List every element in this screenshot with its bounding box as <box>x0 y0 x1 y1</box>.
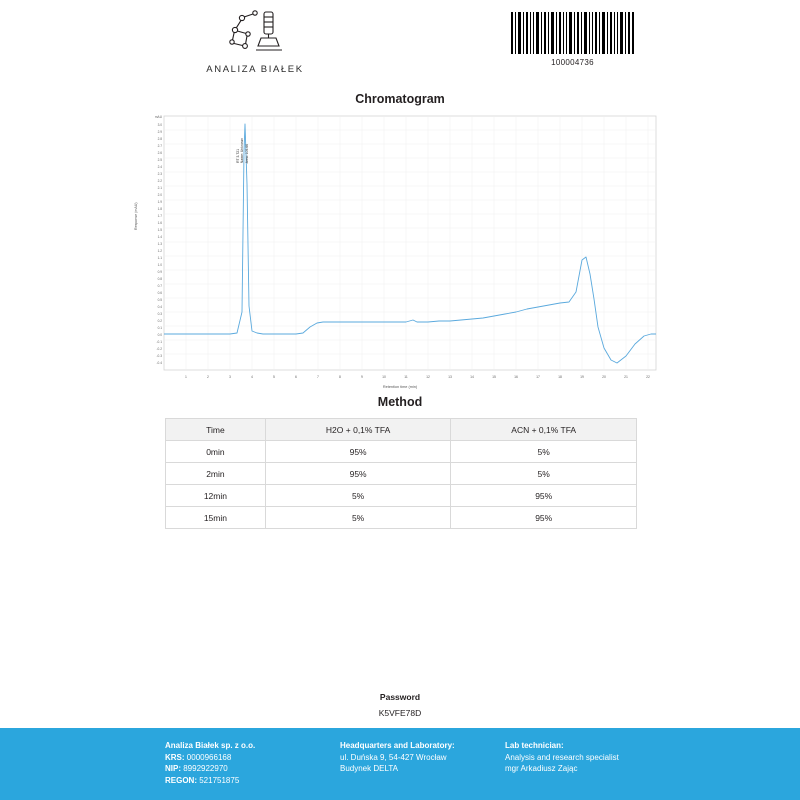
svg-text:12: 12 <box>426 375 430 379</box>
footer-nip-label: NIP: <box>165 764 181 774</box>
svg-text:19: 19 <box>580 375 584 379</box>
svg-text:-0.3: -0.3 <box>156 354 162 358</box>
cell-time: 12min <box>166 485 266 507</box>
svg-text:1.1: 1.1 <box>157 256 162 260</box>
cell-acn: 5% <box>451 463 637 485</box>
method-title: Method <box>377 395 423 409</box>
svg-text:2: 2 <box>207 375 209 379</box>
svg-text:0.8: 0.8 <box>157 277 162 281</box>
svg-text:7: 7 <box>317 375 319 379</box>
svg-text:10: 10 <box>382 375 386 379</box>
molecule-microscope-icon <box>220 8 290 60</box>
svg-text:2.4: 2.4 <box>157 165 162 169</box>
svg-text:2.3: 2.3 <box>157 172 162 176</box>
svg-text:2.1: 2.1 <box>157 186 162 190</box>
column-header-acn: ACN + 0,1% TFA <box>451 419 637 441</box>
svg-text:8: 8 <box>339 375 341 379</box>
svg-text:0.3: 0.3 <box>157 312 162 316</box>
svg-text:16: 16 <box>514 375 518 379</box>
svg-text:2.8: 2.8 <box>157 137 162 141</box>
barcode-icon <box>510 12 635 54</box>
footer-technician-line1: Analysis and research specialist <box>505 752 619 762</box>
svg-text:2.2: 2.2 <box>157 179 162 183</box>
footer-company-name: Analiza Białek sp. z o.o. <box>165 741 256 750</box>
svg-text:1.6: 1.6 <box>157 221 162 225</box>
table-row <box>166 507 637 529</box>
svg-text:0.1: 0.1 <box>157 326 162 330</box>
svg-text:0.9: 0.9 <box>157 270 162 274</box>
svg-text:0.5: 0.5 <box>157 298 162 302</box>
peak-annotation-group <box>237 138 250 164</box>
cell-h2o: 5% <box>265 507 451 529</box>
table-row <box>166 485 637 507</box>
svg-text:1.5: 1.5 <box>157 228 162 232</box>
table-header-row <box>166 419 637 441</box>
svg-text:14: 14 <box>470 375 474 379</box>
svg-text:1.9: 1.9 <box>157 200 162 204</box>
column-header-h2o: H2O + 0,1% TFA <box>265 419 451 441</box>
cell-h2o: 5% <box>265 485 451 507</box>
chromatogram-title: Chromatogram <box>355 92 445 106</box>
svg-text:1.8: 1.8 <box>157 207 162 211</box>
svg-text:mAU: mAU <box>154 115 162 119</box>
column-header-time: Time <box>166 419 266 441</box>
password-block <box>0 692 800 718</box>
svg-text:2.5: 2.5 <box>157 158 162 162</box>
footer-nip-value: 8992922970 <box>183 764 228 774</box>
svg-text:6: 6 <box>295 375 297 379</box>
cell-time: 0min <box>166 441 266 463</box>
svg-text:2.9: 2.9 <box>157 130 162 134</box>
svg-text:-0.1: -0.1 <box>156 340 162 344</box>
cell-h2o: 95% <box>265 441 451 463</box>
footer-hq-line1: ul. Duńska 9, 54-427 Wrocław <box>340 752 447 762</box>
peak-annotation-area: Area: 105.66 <box>244 143 249 164</box>
svg-text:13: 13 <box>448 375 452 379</box>
password-label: Password <box>379 692 421 702</box>
svg-text:2.0: 2.0 <box>157 193 162 197</box>
footer-company-block <box>165 740 340 786</box>
chromatogram-chart <box>134 112 660 389</box>
svg-text:5: 5 <box>273 375 275 379</box>
footer-hq-block <box>340 740 505 786</box>
svg-text:2.7: 2.7 <box>157 144 162 148</box>
chart-y-axis-label: Response (mAU) <box>134 202 138 230</box>
page-footer <box>0 728 800 800</box>
barcode-number: 100004736 <box>551 58 594 67</box>
cell-time: 15min <box>166 507 266 529</box>
footer-technician-block <box>505 740 675 786</box>
svg-text:4: 4 <box>251 375 253 379</box>
svg-text:22: 22 <box>646 375 650 379</box>
footer-regon-value: 521751875 <box>199 775 240 785</box>
password-value: K5VFE78D <box>378 708 422 718</box>
chart-x-axis-label: Retention time (min) <box>382 385 418 389</box>
peak-annotation-name: Name: Unknown <box>240 138 245 164</box>
cell-time: 2min <box>166 463 266 485</box>
svg-text:1.4: 1.4 <box>157 235 162 239</box>
svg-text:1.3: 1.3 <box>157 242 162 246</box>
table-row <box>166 441 637 463</box>
company-logo-text: ANALIZA BIAŁEK <box>206 64 304 75</box>
svg-text:1.2: 1.2 <box>157 249 162 253</box>
method-table <box>165 418 637 529</box>
svg-text:1.0: 1.0 <box>157 263 162 267</box>
footer-technician-title: Lab technician: <box>505 741 564 750</box>
barcode-block <box>510 12 635 67</box>
cell-h2o: 95% <box>265 463 451 485</box>
svg-text:20: 20 <box>602 375 606 379</box>
footer-hq-title: Headquarters and Laboratory: <box>340 741 455 750</box>
cell-acn: 5% <box>451 441 637 463</box>
svg-text:1.7: 1.7 <box>157 214 162 218</box>
footer-krs-value: 0000966168 <box>186 752 232 762</box>
svg-text:0.6: 0.6 <box>157 291 162 295</box>
footer-krs-label: KRS: <box>165 752 185 762</box>
svg-text:15: 15 <box>492 375 496 379</box>
svg-text:17: 17 <box>536 375 540 379</box>
svg-text:1: 1 <box>185 375 187 379</box>
table-row <box>166 463 637 485</box>
svg-text:0.7: 0.7 <box>157 284 162 288</box>
svg-text:2.6: 2.6 <box>157 151 162 155</box>
chromatogram-plot <box>140 112 660 387</box>
cell-acn: 95% <box>451 485 637 507</box>
svg-text:-0.2: -0.2 <box>156 347 162 351</box>
company-logo <box>165 8 345 75</box>
svg-text:18: 18 <box>558 375 562 379</box>
svg-text:0.2: 0.2 <box>157 319 162 323</box>
svg-text:3.0: 3.0 <box>157 123 162 127</box>
svg-text:-0.4: -0.4 <box>156 361 162 365</box>
svg-text:9: 9 <box>361 375 363 379</box>
svg-text:0.4: 0.4 <box>157 305 162 309</box>
footer-hq-line2: Budynek DELTA <box>340 764 398 774</box>
svg-text:3: 3 <box>229 375 231 379</box>
footer-regon-label: REGON: <box>165 775 197 785</box>
peak-annotation-rt: RT 3.721 <box>236 149 240 164</box>
svg-text:11: 11 <box>404 375 408 379</box>
footer-technician-line2: mgr Arkadiusz Zając <box>505 764 578 774</box>
page-header <box>0 0 800 88</box>
svg-text:0.0: 0.0 <box>157 333 162 337</box>
svg-text:21: 21 <box>624 375 628 379</box>
cell-acn: 95% <box>451 507 637 529</box>
